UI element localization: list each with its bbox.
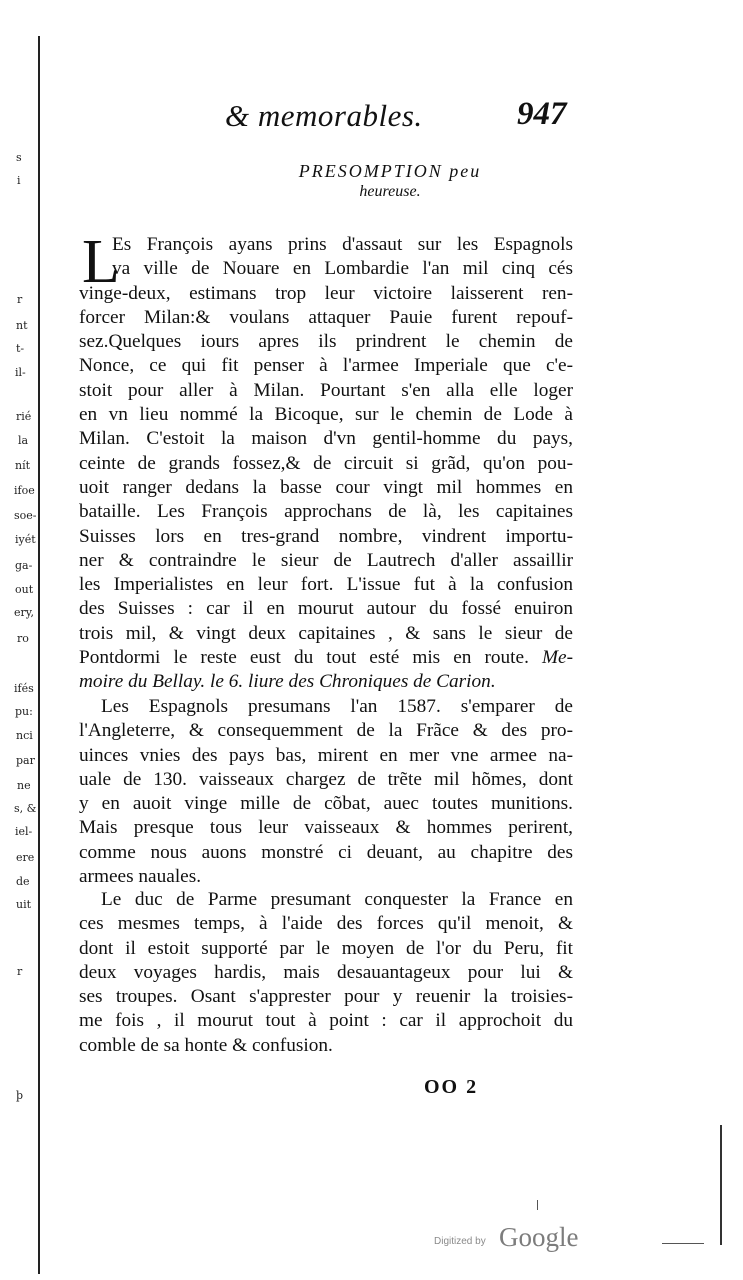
text-line: Nonce, ce qui fit penser à l'armee Imperiale que c'e-	[79, 355, 573, 377]
gutter-fragment: nci	[16, 729, 33, 742]
text-line: en vn lieu nommé la Bicoque, sur le chemin de Lode à	[79, 404, 573, 426]
gutter-fragment: par	[16, 754, 35, 767]
gutter-fragment: r	[17, 293, 23, 306]
citation-start: Me-	[541, 647, 573, 669]
gutter-fragment: il-	[15, 366, 26, 379]
gutter-fragment: ere	[16, 851, 35, 864]
text-line: sez.Quelques iours apres ils prindrent le chemin de	[79, 331, 573, 353]
gutter-fragment: t-	[16, 342, 25, 355]
citation-line: moire du Bellay. le 6. liure des Chroniques de Carion.	[79, 671, 496, 693]
text-line: Mais presque tous leur vaisseaux & hommes perirent,	[79, 817, 573, 839]
running-head: & memorables.	[225, 98, 423, 133]
gutter-fragment: soe-	[14, 509, 37, 522]
text-line: Pontdormi le reste eust du tout esté mis en route.	[79, 647, 529, 669]
text-line: va ville de Nouare en Lombardie l'an mil cinq cés	[112, 258, 573, 280]
text-line: des Suisses : car il en mourut autour du fossé enuiron	[79, 598, 573, 620]
gutter-fragment: r	[17, 965, 23, 978]
text-line: Les Espagnols presumans l'an 1587. s'emparer de	[101, 696, 573, 717]
text-line: comble de sa honte & confusion.	[79, 1034, 333, 1056]
section-title-line-2: heureuse.	[359, 183, 421, 200]
gutter-fragment: þ	[16, 1089, 24, 1102]
gutter-fragment: nít	[15, 459, 31, 472]
text-line: Suisses lors en tres-grand nombre, vindrent importu-	[79, 525, 573, 547]
text-line: deux voyages hardis, mais desauantageux pour lui &	[79, 961, 573, 983]
text-line: armees nauales.	[79, 866, 202, 888]
text-line: forcer Milan:& voulans attaquer Pauie furent repouf-	[79, 306, 573, 328]
text-line-with-citation	[79, 646, 573, 670]
paragraph-3	[79, 888, 573, 1058]
text-line: les Imperialistes en leur fort. L'issue fut à la confusion	[79, 574, 573, 596]
text-line: Es François ayans prins d'assaut sur les Espagnols	[112, 234, 573, 255]
text-line: me fois , il mourut tout à point : car il approchoit du	[79, 1010, 573, 1032]
text-line: comme nous auons monstré ci deuant, au chapitre des	[79, 841, 573, 863]
digitized-watermark	[434, 1224, 594, 1254]
bottom-dash	[662, 1243, 704, 1244]
text-line: uale de 130. vaisseaux chargez de trẽte mil hõmes, dont	[79, 768, 573, 790]
gutter-fragment: iel-	[15, 825, 33, 838]
page-left-edge-rule	[38, 36, 40, 1274]
facing-page-gutter	[0, 0, 38, 1280]
text-line: uinces vnies des pays bas, mirent en mer vne armee na-	[79, 744, 573, 766]
gutter-fragment: s	[16, 151, 22, 164]
page-number: 947	[517, 96, 567, 132]
text-line: ceinte de grands fossez,& de circuit si grãd, qu'on pou-	[79, 452, 573, 474]
gutter-fragment: pu:	[15, 705, 33, 718]
gutter-fragment: uit	[16, 898, 32, 911]
text-line: uoit ranger dedans la basse cour vingt mil hommes en	[79, 476, 573, 498]
text-line: ces mesmes temps, à l'aide des forces qu'il menoit, &	[79, 913, 573, 935]
gutter-fragment: nt	[16, 319, 28, 332]
signature-mark: OO 2	[424, 1076, 479, 1098]
paragraph-1	[79, 228, 573, 695]
gutter-fragment: i	[17, 174, 21, 187]
gutter-fragment: ifoe	[14, 484, 35, 497]
gutter-fragment: ery,	[14, 606, 35, 619]
text-line: stoit pour aller à Milan. Pourtant s'en alla elle loger	[79, 379, 573, 401]
drop-cap: L	[82, 228, 120, 296]
text-line: Le duc de Parme presumant conquester la France en	[101, 889, 573, 910]
text-line: ses troupes. Osant s'apprester pour y reuenir la troisies-	[79, 986, 573, 1008]
scan-mark	[537, 1200, 538, 1210]
google-logo: Google	[499, 1222, 579, 1252]
gutter-fragment: rié	[16, 410, 32, 423]
right-edge-rule	[720, 1125, 722, 1245]
gutter-fragment: out	[15, 583, 34, 596]
gutter-fragment: de	[16, 875, 30, 888]
text-line: vinge-deux, estimans trop leur victoire laisserent ren-	[79, 282, 573, 304]
text-line: y en auoit vinge mille de cõbat, auec toutes munitions.	[79, 793, 573, 815]
gutter-fragment: s, &	[14, 802, 37, 815]
gutter-fragment: ne	[17, 779, 31, 792]
text-line: l'Angleterre, & consequemment de la Frãce & des pro-	[79, 720, 573, 742]
text-line: trois mil, & vingt deux capitaines , & sans le sieur de	[79, 622, 573, 644]
watermark-prefix: Digitized by	[434, 1236, 486, 1247]
page-header	[225, 96, 585, 146]
text-line: ner & contraindre le sieur de Lautrech d'aller assaillir	[79, 549, 573, 571]
gutter-fragment: ga-	[15, 559, 33, 572]
gutter-fragment: ifés	[14, 682, 34, 695]
text-line: dont il estoit supporté par le moyen de l'or du Peru, fit	[79, 937, 573, 959]
text-line: Milan. C'estoit la maison d'vn gentil-homme du pays,	[79, 428, 573, 450]
gutter-fragment: la	[18, 434, 29, 447]
gutter-fragment: ro	[17, 632, 29, 645]
text-line: bataille. Les François approchans de là, les capitaines	[79, 501, 573, 523]
gutter-fragment: iyét	[15, 533, 36, 546]
section-title-line-1: PRESOMPTION peu	[298, 161, 482, 181]
paragraph-2	[79, 695, 573, 889]
section-title	[150, 160, 630, 202]
